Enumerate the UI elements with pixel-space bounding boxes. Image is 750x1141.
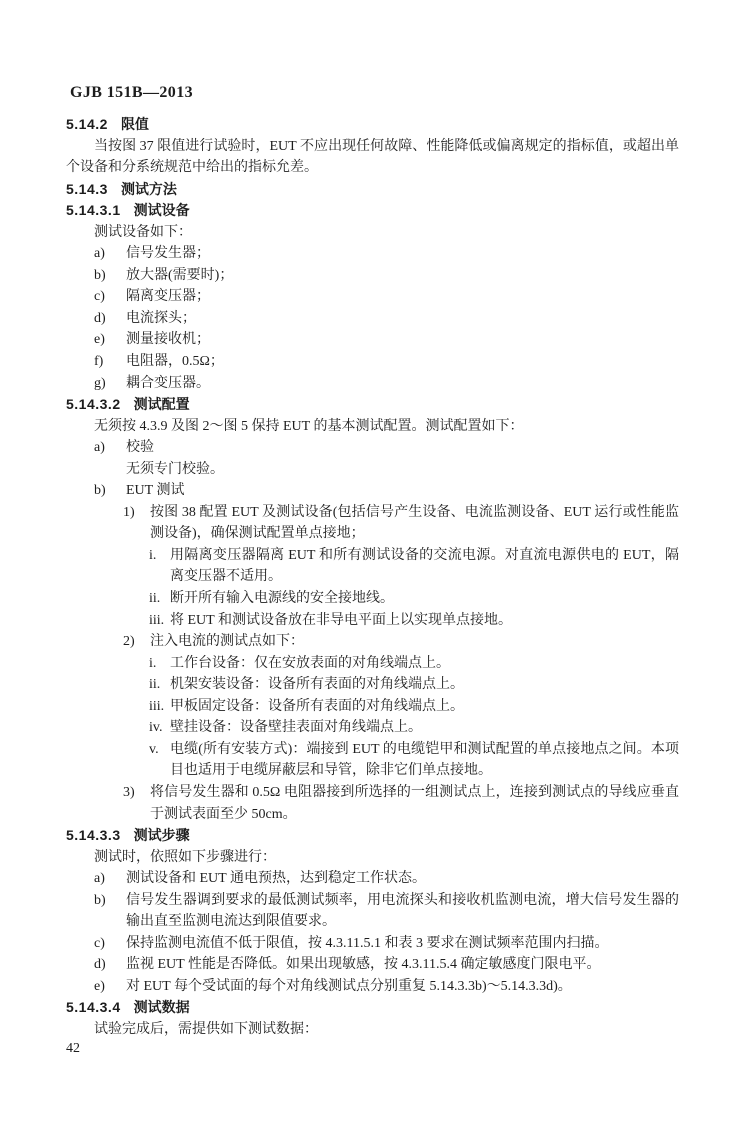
- section-title: 限值: [120, 116, 149, 132]
- list-item-label: i.: [149, 655, 157, 671]
- section-heading-5-14-3: [66, 179, 679, 201]
- list-item-text: 信号发生器调到要求的最低测试频率，用电流探头和接收机监测电流，增大信号发生器的输出直至监测电流达到限值要求。: [126, 892, 679, 930]
- section-title: 测试配置: [133, 396, 190, 413]
- list-item-label: v.: [149, 741, 159, 757]
- roman-item: [66, 674, 679, 696]
- list-item: [66, 954, 679, 976]
- roman-item: [66, 610, 679, 632]
- roman-item: [66, 588, 679, 610]
- list-item-text: 将 EUT 和测试设备放在非导电平面上以实现单点接地。: [170, 612, 512, 628]
- list-item: [66, 351, 679, 373]
- paragraph-equipment-intro: 测试设备如下：: [94, 224, 192, 240]
- list-item: [66, 286, 679, 308]
- list-item-text: [126, 437, 679, 480]
- list-item-text: 按图 38 配置 EUT 及测试设备(包括信号产生设备、电流监测设备、EUT 运行或性能监测设备)，确保测试配置单点接地；: [150, 504, 679, 542]
- list-item: [66, 976, 679, 998]
- list-item-label: c): [94, 289, 105, 305]
- list-item-text: 壁挂设备：设备壁挂表面对角线端点上。: [170, 720, 422, 736]
- list-item-label: iv.: [149, 720, 163, 736]
- paragraph-steps-intro: 测试时，依照如下步骤进行：: [94, 849, 276, 865]
- list-item: [66, 373, 679, 395]
- numbered-item-1: [66, 502, 679, 545]
- section-heading-5-14-3-3: [66, 825, 679, 847]
- section-number: 5.14.3.4: [66, 999, 121, 1016]
- list-item-label: c): [94, 935, 105, 951]
- list-item-text: 电阻器，0.5Ω；: [126, 354, 224, 370]
- list-item-text: 断开所有输入电源线的安全接地线。: [170, 591, 394, 607]
- section-number: 5.14.3.1: [66, 202, 121, 219]
- section-title: 测试设备: [133, 202, 190, 219]
- list-item-label: i.: [149, 547, 157, 563]
- list-item-text: 测试设备和 EUT 通电预热，达到稳定工作状态。: [126, 871, 426, 887]
- list-item: [66, 308, 679, 330]
- list-item-label: d): [94, 310, 106, 326]
- list-item-text: 保持监测电流值不低于限值，按 4.3.11.5.1 和表 3 要求在测试频率范围内扫描。: [126, 935, 609, 951]
- section-heading-5-14-3-4: [66, 997, 679, 1019]
- list-item-label: d): [94, 957, 106, 973]
- roman-item: [66, 545, 679, 588]
- roman-item: [66, 653, 679, 675]
- list-item: [66, 868, 679, 890]
- list-item-text: 放大器(需要时)；: [126, 267, 234, 283]
- list-item-label: 1): [123, 504, 135, 520]
- section-heading-5-14-3-2: [66, 394, 679, 416]
- section-number: 5.14.2: [66, 116, 108, 132]
- list-item-text: 对 EUT 每个受试面的每个对角线测试点分别重复 5.14.3.3b)～5.14.3.3d)。: [126, 978, 572, 994]
- section-number: 5.14.3.3: [66, 827, 121, 844]
- paragraph-data-intro: 试验完成后，需提供如下测试数据：: [94, 1021, 318, 1037]
- list-item-text: 信号发生器；: [126, 246, 210, 262]
- numbered-item-3: [66, 782, 679, 825]
- document-body: [66, 114, 679, 1041]
- list-item-text: 注入电流的测试点如下：: [150, 634, 304, 650]
- list-item-label: b): [94, 892, 106, 908]
- section-heading-5-14-2: [66, 114, 679, 136]
- list-item-text: 隔离变压器；: [126, 289, 210, 305]
- page-number: 42: [66, 1041, 80, 1056]
- list-item-label: 2): [123, 634, 135, 650]
- list-item-label: b): [94, 267, 106, 283]
- paragraph-limit: 当按图 37 限值进行试验时，EUT 不应出现任何故障、性能降低或偏离规定的指标值，或超出单个设备和分系统规范中给出的指标允差。: [66, 138, 679, 176]
- list-item-text: 将信号发生器和 0.5Ω 电阻器接到所选择的一组测试点上，连接到测试点的导线应垂直于测试表面至少 50cm。: [150, 784, 679, 822]
- section-number: 5.14.3: [66, 180, 108, 197]
- list-item: [66, 265, 679, 287]
- list-item-label: ii.: [149, 591, 161, 607]
- list-item-text: 电流探头；: [126, 310, 196, 326]
- roman-item: [66, 739, 679, 782]
- list-item-label: f): [94, 354, 104, 370]
- list-item-text: 用隔离变压器隔离 EUT 和所有测试设备的交流电源。对直流电源供电的 EUT，隔离变压器不适用。: [170, 547, 679, 585]
- roman-item: [66, 717, 679, 739]
- list-item-text: 机架安装设备：设备所有表面的对角线端点上。: [170, 677, 464, 693]
- list-item-text: EUT 测试: [126, 483, 185, 499]
- list-item-text: 耦合变压器。: [126, 375, 210, 391]
- list-item-eut-test: [66, 480, 679, 502]
- roman-item: [66, 696, 679, 718]
- section-heading-5-14-3-1: [66, 200, 679, 222]
- list-item-label: g): [94, 375, 106, 391]
- list-item-label: iii.: [149, 612, 165, 628]
- list-item: [66, 243, 679, 265]
- list-item-label: a): [94, 871, 105, 887]
- calibration-note: 无须专门校验。: [126, 461, 224, 477]
- list-item-text: 工作台设备：仅在安放表面的对角线端点上。: [170, 655, 450, 671]
- calibration-title: 校验: [126, 440, 154, 456]
- list-item: [66, 933, 679, 955]
- list-item-text: 甲板固定设备：设备所有表面的对角线端点上。: [170, 698, 464, 714]
- list-item-calibration: [66, 437, 679, 480]
- list-item: [66, 890, 679, 933]
- list-item-label: 3): [123, 784, 135, 800]
- section-title: 测试方法: [120, 180, 177, 197]
- paragraph-config-intro: 无须按 4.3.9 及图 2～图 5 保持 EUT 的基本测试配置。测试配置如下：: [94, 418, 524, 434]
- list-item-label: iii.: [149, 698, 165, 714]
- list-item: [66, 329, 679, 351]
- list-item-text: 测量接收机；: [126, 332, 210, 348]
- standard-number-header: GJB 151B—2013: [70, 84, 193, 101]
- section-title: 测试数据: [133, 999, 190, 1016]
- list-item-label: e): [94, 978, 105, 994]
- section-number: 5.14.3.2: [66, 396, 121, 413]
- section-title: 测试步骤: [133, 827, 190, 844]
- list-item-label: e): [94, 332, 105, 348]
- list-item-text: 监视 EUT 性能是否降低。如果出现敏感，按 4.3.11.5.4 确定敏感度门限电平。: [126, 957, 601, 973]
- list-item-text: 电缆(所有安装方式)：端接到 EUT 的电缆铠甲和测试配置的单点接地点之间。本项目也适用于电缆屏蔽层和导管，除非它们单点接地。: [170, 741, 679, 779]
- list-item-label: a): [94, 440, 105, 456]
- list-item-label: a): [94, 246, 105, 262]
- list-item-label: ii.: [149, 677, 161, 693]
- list-item-label: b): [94, 483, 106, 499]
- numbered-item-2: [66, 631, 679, 653]
